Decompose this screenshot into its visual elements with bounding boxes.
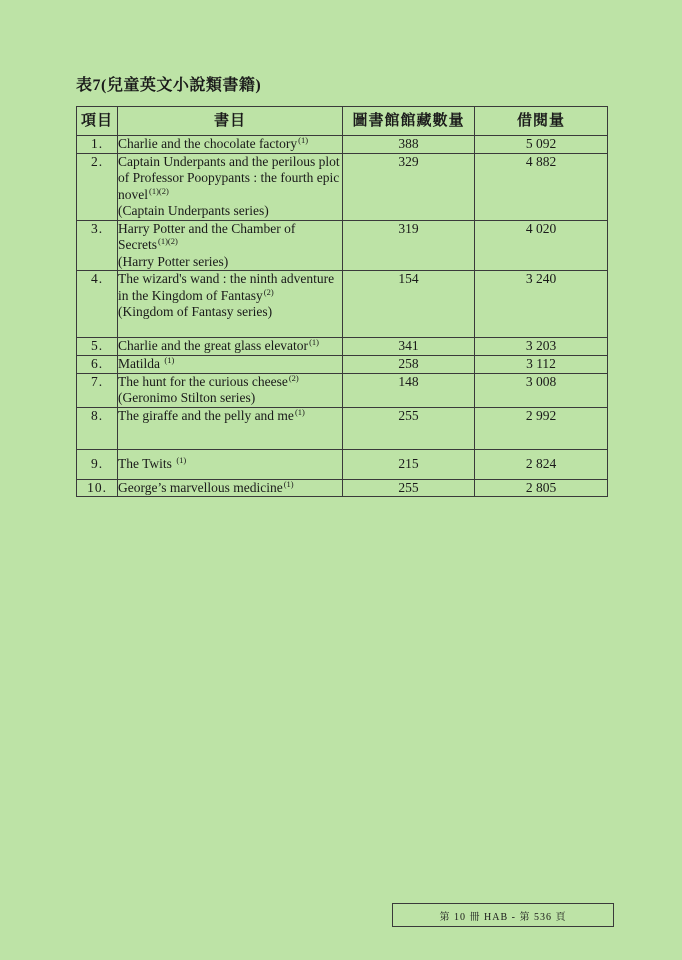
book-series: (Captain Underpants series)	[118, 203, 269, 218]
book-series: (Geronimo Stilton series)	[118, 390, 256, 405]
row-loans: 4 020	[475, 220, 608, 271]
row-loans: 3 112	[475, 356, 608, 374]
book-title: Matilda	[118, 356, 164, 371]
row-title	[118, 407, 343, 449]
row-loans: 3 008	[475, 373, 608, 407]
row-loans: 3 203	[475, 338, 608, 356]
book-title: Charlie and the chocolate factory	[118, 136, 298, 151]
footnote-marker: (2)	[263, 286, 274, 297]
book-title: Captain Underpants and the perilous plot of Professor Poopypants : the fourth epic novel	[118, 153, 340, 202]
row-loans: 2 992	[475, 407, 608, 449]
row-no: 10.	[77, 479, 118, 497]
row-holdings: 341	[343, 338, 475, 356]
table-row	[77, 373, 608, 407]
row-holdings: 388	[343, 136, 475, 154]
row-no: 2.	[77, 153, 118, 220]
row-loans: 2 805	[475, 479, 608, 497]
footnote-marker: (1)(2)	[149, 185, 169, 196]
row-title	[118, 479, 343, 497]
table-row	[77, 136, 608, 154]
header-holdings: 圖書館館藏數量	[343, 107, 475, 136]
row-no: 5.	[77, 338, 118, 356]
table-row	[77, 356, 608, 374]
row-no: 1.	[77, 136, 118, 154]
footnote-marker: (1)	[298, 135, 309, 145]
book-title: The giraffe and the pelly and me	[118, 407, 294, 423]
table-row	[77, 220, 608, 271]
book-title: The wizard's wand : the ninth adventure in the Kingdom of Fantasy	[118, 271, 335, 303]
page-footer: 第 10 冊 HAB - 第 536 頁	[392, 903, 614, 927]
footnote-marker: (1)(2)	[157, 236, 178, 246]
header-item-no: 項目	[77, 107, 118, 136]
row-no: 7.	[77, 373, 118, 407]
footnote-marker: (1)	[164, 355, 175, 365]
row-loans: 2 824	[475, 449, 608, 479]
footnote-marker: (1)	[294, 406, 305, 417]
row-holdings: 215	[343, 449, 475, 479]
row-holdings: 329	[343, 153, 475, 220]
row-loans: 4 882	[475, 153, 608, 220]
row-loans: 5 092	[475, 136, 608, 154]
row-no: 6.	[77, 356, 118, 374]
row-title	[118, 356, 343, 374]
book-title: Harry Potter and the Chamber of Secrets	[118, 220, 296, 252]
header-loans: 借閱量	[475, 107, 608, 136]
row-no: 9.	[77, 449, 118, 479]
book-series: (Kingdom of Fantasy series)	[118, 304, 273, 319]
book-title: The Twits	[118, 455, 176, 471]
table-row	[77, 338, 608, 356]
book-title: George’s marvellous medicine	[118, 479, 283, 495]
table-header-row	[77, 107, 608, 136]
table-row	[77, 407, 608, 449]
row-holdings: 255	[343, 407, 475, 449]
row-title	[118, 136, 343, 154]
footnote-marker: (1)	[309, 337, 319, 347]
row-no: 8.	[77, 407, 118, 449]
row-title	[118, 338, 343, 356]
row-holdings: 154	[343, 271, 475, 338]
table-row	[77, 449, 608, 479]
footnote-marker: (1)	[283, 478, 294, 489]
book-title: The hunt for the curious cheese	[118, 373, 288, 389]
table-row	[77, 153, 608, 220]
book-series: (Harry Potter series)	[118, 253, 229, 269]
footnote-marker: (1)	[176, 454, 187, 465]
header-title: 書目	[118, 107, 343, 136]
row-loans: 3 240	[475, 271, 608, 338]
book-title: Charlie and the great glass elevator	[118, 338, 309, 353]
row-title	[118, 449, 343, 479]
row-holdings: 319	[343, 220, 475, 271]
row-title	[118, 220, 343, 271]
row-holdings: 258	[343, 356, 475, 374]
row-no: 3.	[77, 220, 118, 271]
row-no: 4.	[77, 271, 118, 338]
row-holdings: 148	[343, 373, 475, 407]
table-caption: 表7(兒童英文小說類書籍)	[76, 77, 262, 94]
footnote-marker: (2)	[288, 372, 299, 383]
row-title	[118, 373, 343, 407]
table-row	[77, 271, 608, 338]
row-title	[118, 271, 343, 338]
table-row	[77, 479, 608, 497]
row-holdings: 255	[343, 479, 475, 497]
books-table	[76, 106, 608, 497]
row-title	[118, 153, 343, 220]
